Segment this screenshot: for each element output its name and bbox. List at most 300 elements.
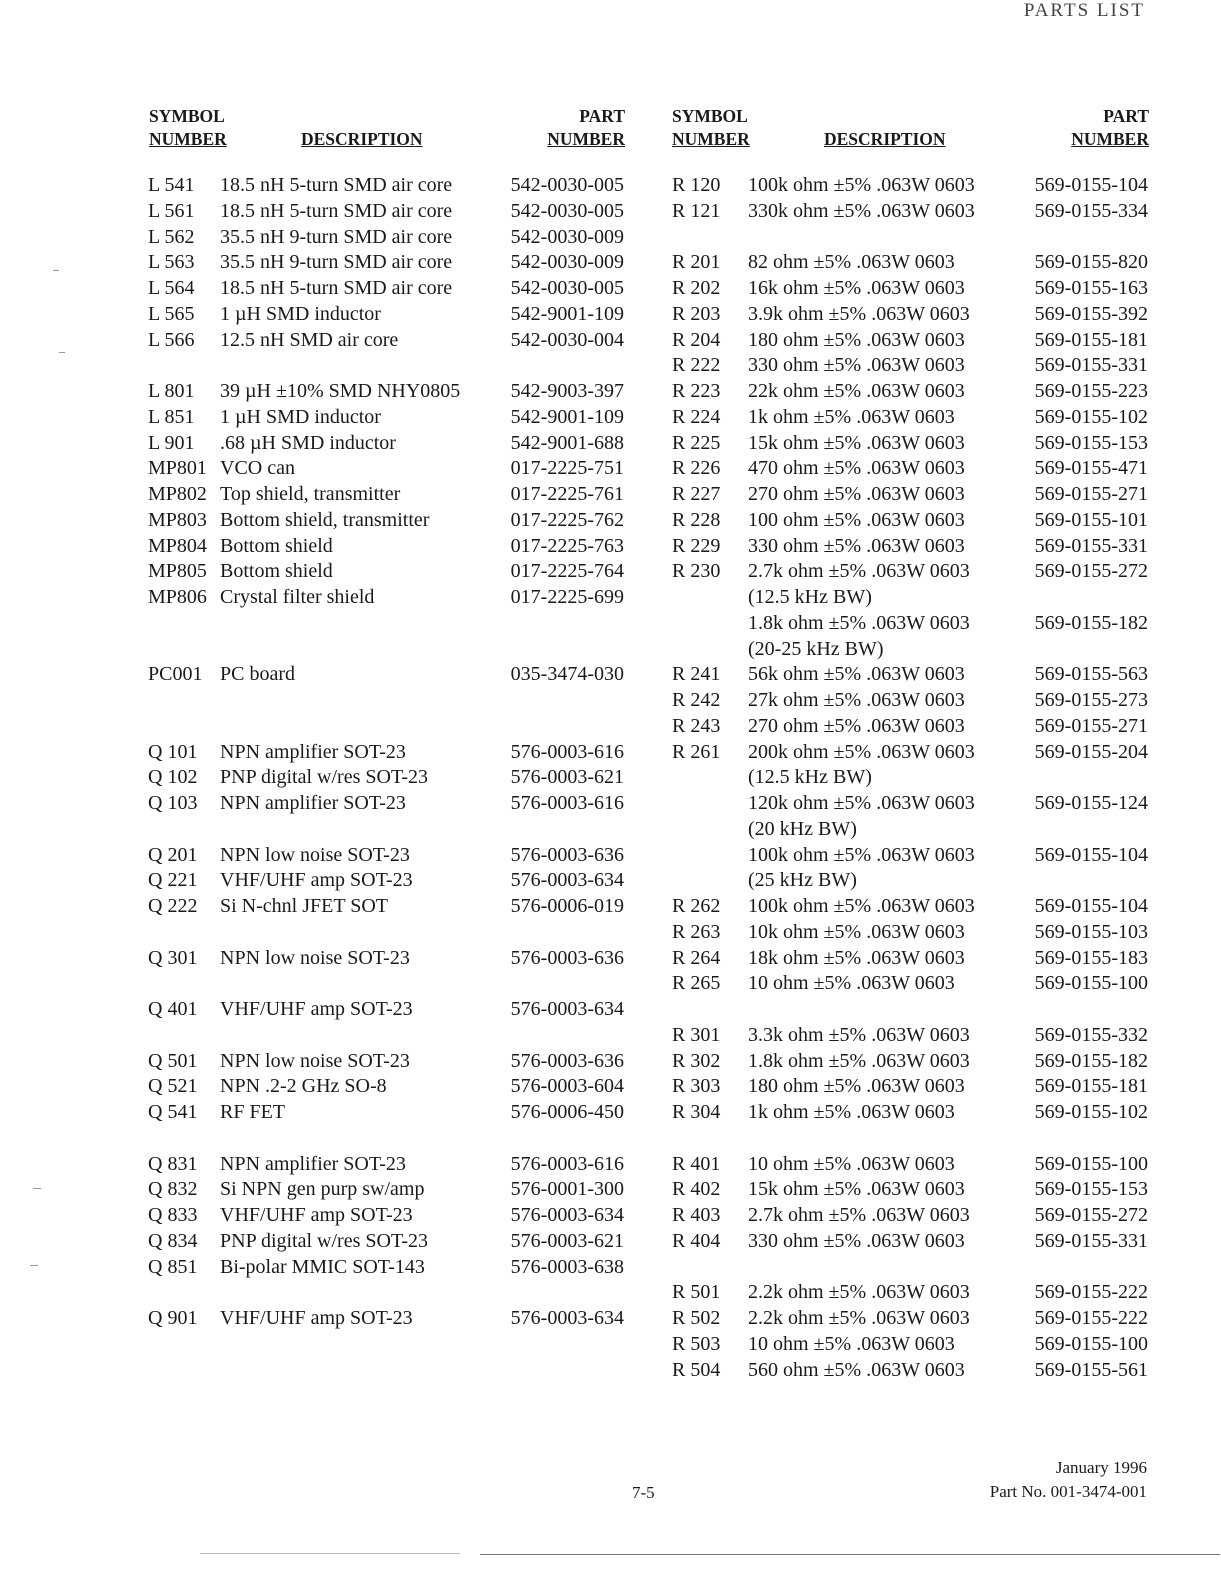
right-parts-column [672,173,1152,1383]
symbol-number: R 265 [672,972,721,995]
part-number: 576-0003-634 [510,1307,624,1329]
part-description: 100k ohm ±5% .063W 0603 [748,895,975,917]
part-number: 569-0155-101 [1034,508,1148,531]
symbol-number: R 222 [672,354,721,377]
part-description: PC board [220,663,295,686]
part-number: 576-0003-616 [510,1152,624,1175]
part-row [148,534,648,560]
symbol-number: Q 833 [148,1204,198,1226]
part-description: 100k ohm ±5% .063W 0603 [748,843,975,866]
part-row [672,508,1152,534]
part-description: Bottom shield [220,560,333,583]
symbol-number: R 121 [672,199,721,222]
part-number: 569-0155-204 [1034,740,1148,763]
part-number: 569-0155-331 [1034,1229,1148,1252]
symbol-number: PC001 [148,663,203,686]
part-description: (20 kHz BW) [748,817,857,840]
part-number: 569-0155-102 [1034,405,1148,428]
part-row [672,637,1152,663]
part-number: 569-0155-153 [1034,431,1148,454]
part-description: NPN low noise SOT-23 [220,946,410,969]
part-row [148,868,648,894]
symbol-number: Q 221 [148,869,198,892]
symbol-number: Q 101 [148,740,198,763]
part-description: 1k ohm ±5% .063W 0603 [748,405,955,428]
running-head: PARTS LIST [1023,0,1145,21]
part-description: 2.7k ohm ±5% .063W 0603 [748,1204,970,1226]
symbol-number: Q 222 [148,895,198,917]
symbol-number: Q 832 [148,1178,198,1201]
part-row [672,585,1152,611]
symbol-number: L 561 [148,199,195,222]
part-row [672,817,1152,843]
part-number: 576-0003-636 [510,946,624,969]
symbol-number: L 851 [148,405,195,428]
part-row [148,431,648,457]
part-number: 569-0155-223 [1034,380,1148,402]
part-description: 2.7k ohm ±5% .063W 0603 [748,560,970,583]
part-row [148,637,648,663]
part-description: 1 µH SMD inductor [220,302,381,325]
symbol-number: R 243 [672,714,721,737]
symbol-number: MP806 [148,586,207,608]
symbol-number: MP802 [148,483,207,505]
part-description: Si N-chnl JFET SOT [220,895,388,917]
part-row [672,920,1152,946]
part-number: 569-0155-273 [1034,689,1148,711]
part-row [148,920,648,946]
part-row [148,508,648,534]
part-description: NPN amplifier SOT-23 [220,740,406,763]
part-description: 100k ohm ±5% .063W 0603 [748,174,975,196]
part-description: 2.2k ohm ±5% .063W 0603 [748,1281,970,1304]
part-row [148,173,648,199]
part-number: 017-2225-763 [510,534,624,557]
part-description: 39 µH ±10% SMD NHY0805 [220,380,461,402]
part-row [672,276,1152,302]
part-number: 542-0030-005 [510,277,624,299]
scan-mark-left-1 [53,270,59,271]
part-row [148,946,648,972]
part-row [672,662,1152,688]
part-number: 576-0003-616 [510,740,624,763]
part-description: (25 kHz BW) [748,869,857,892]
symbol-number: R 203 [672,302,721,325]
part-number: 542-0030-009 [510,225,624,248]
part-row [672,894,1152,920]
part-description: Bottom shield [220,534,333,557]
left-header-part [547,105,625,151]
part-number: 576-0003-621 [510,1229,624,1252]
part-number: 542-9003-397 [510,380,624,402]
symbol-number: L 564 [148,277,195,299]
part-number: 542-9001-688 [510,431,624,454]
part-row [672,971,1152,997]
part-description: 15k ohm ±5% .063W 0603 [748,1178,965,1201]
part-number: 576-0003-634 [510,998,624,1020]
symbol-number: Q 401 [148,998,198,1020]
part-row [672,328,1152,354]
part-row [148,765,648,791]
part-number: 576-0006-019 [510,895,624,917]
part-number: 569-0155-272 [1034,1204,1148,1226]
part-number: 569-0155-820 [1034,251,1148,274]
part-row [672,1074,1152,1100]
part-row [148,817,648,843]
part-description: 330k ohm ±5% .063W 0603 [748,199,975,222]
symbol-number: R 223 [672,380,721,402]
part-description: 330 ohm ±5% .063W 0603 [748,534,965,557]
part-row [672,740,1152,766]
part-description: (12.5 kHz BW) [748,766,872,789]
part-row [672,765,1152,791]
part-number: 017-2225-751 [510,457,624,480]
part-description: NPN low noise SOT-23 [220,843,410,866]
part-description: 35.5 nH 9-turn SMD air core [220,225,453,248]
symbol-number: L 562 [148,225,195,248]
symbol-number: R 224 [672,405,721,428]
part-row [148,199,648,225]
part-number: 569-0155-104 [1034,843,1148,866]
part-row [148,1203,648,1229]
symbol-number: R 501 [672,1281,721,1304]
part-number: 542-0030-004 [510,328,624,351]
part-row [672,431,1152,457]
part-description: 270 ohm ±5% .063W 0603 [748,714,965,737]
part-description: NPN low noise SOT-23 [220,1049,410,1072]
part-description: 1k ohm ±5% .063W 0603 [748,1101,955,1123]
right-header-symbol-line2: NUMBER [672,129,750,149]
symbol-number: Q 521 [148,1075,198,1098]
part-number: 542-9001-109 [510,405,624,428]
left-header-part-line2: NUMBER [547,129,625,149]
part-description: 18.5 nH 5-turn SMD air core [220,277,453,299]
part-row [148,843,648,869]
symbol-number: Q 103 [148,792,198,814]
part-description: 3.9k ohm ±5% .063W 0603 [748,302,970,325]
part-number: 569-0155-271 [1034,714,1148,737]
part-description: 2.2k ohm ±5% .063W 0603 [748,1307,970,1329]
part-description: 330 ohm ±5% .063W 0603 [748,1229,965,1252]
left-header-symbol-line2: NUMBER [149,129,227,149]
part-description: VHF/UHF amp SOT-23 [220,1307,413,1329]
part-description: Top shield, transmitter [220,483,401,505]
part-number: 576-0003-636 [510,1049,624,1072]
left-header-symbol-line1: SYMBOL [149,106,225,126]
part-number: 569-0155-471 [1034,457,1148,480]
symbol-number: R 301 [672,1023,721,1046]
part-row [672,1255,1152,1281]
left-header-description-text: DESCRIPTION [301,129,423,149]
symbol-number: R 228 [672,508,721,531]
part-row [672,1280,1152,1306]
footer-date: January 1996 [1055,1458,1147,1477]
part-description: 1.8k ohm ±5% .063W 0603 [748,1049,970,1072]
part-number: 576-0006-450 [510,1101,624,1123]
part-description: 10 ohm ±5% .063W 0603 [748,972,955,995]
part-row [148,791,648,817]
symbol-number: R 502 [672,1307,721,1329]
part-row [148,688,648,714]
symbol-number: MP803 [148,508,207,531]
part-description: 270 ohm ±5% .063W 0603 [748,483,965,505]
part-description: Crystal filter shield [220,586,375,608]
part-description: 16k ohm ±5% .063W 0603 [748,277,965,299]
symbol-number: Q 541 [148,1101,198,1123]
part-row [672,791,1152,817]
symbol-number: R 261 [672,740,721,763]
scan-mark-bottom-2 [480,1554,1220,1555]
part-row [672,302,1152,328]
symbol-number: R 241 [672,663,721,686]
left-header-description [301,128,423,151]
part-description: 82 ohm ±5% .063W 0603 [748,251,955,274]
part-number: 017-2225-699 [510,586,624,608]
part-description: 180 ohm ±5% .063W 0603 [748,1075,965,1098]
left-header-part-line1: PART [579,106,625,126]
part-description: VHF/UHF amp SOT-23 [220,1204,413,1226]
right-header-description [824,128,946,151]
part-row [148,1126,648,1152]
part-row [148,1152,648,1178]
part-number: 569-0155-271 [1034,483,1148,505]
part-row [148,559,648,585]
part-number: 569-0155-332 [1034,1023,1148,1046]
part-row [148,225,648,251]
part-description: 18k ohm ±5% .063W 0603 [748,946,965,969]
part-row [672,250,1152,276]
symbol-number: R 401 [672,1152,721,1175]
part-row [148,714,648,740]
right-header-part-line2: NUMBER [1071,129,1149,149]
part-number: 542-9001-109 [510,302,624,325]
symbol-number: L 566 [148,328,195,351]
part-number: 569-0155-163 [1034,277,1148,299]
part-row [672,843,1152,869]
part-description: 1.8k ohm ±5% .063W 0603 [748,611,970,634]
part-row [148,585,648,611]
part-number: 576-0003-621 [510,766,624,789]
part-number: 569-0155-561 [1034,1358,1148,1381]
part-description: 10 ohm ±5% .063W 0603 [748,1332,955,1355]
part-description: 3.3k ohm ±5% .063W 0603 [748,1023,970,1046]
symbol-number: L 565 [148,302,195,325]
symbol-number: R 227 [672,483,721,505]
part-row [672,456,1152,482]
right-header-symbol-line1: SYMBOL [672,106,748,126]
part-number: 576-0001-300 [510,1178,624,1201]
part-number: 576-0003-604 [510,1075,624,1098]
part-row [672,1100,1152,1126]
part-row [148,611,648,637]
part-description: 35.5 nH 9-turn SMD air core [220,251,453,274]
part-row [672,1203,1152,1229]
part-description: 12.5 nH SMD air core [220,328,399,351]
part-description: 1 µH SMD inductor [220,405,381,428]
symbol-number: R 403 [672,1204,721,1226]
scan-mark-bottom-1 [200,1553,460,1554]
left-header-symbol [149,105,227,151]
part-number: 569-0155-104 [1034,895,1148,917]
symbol-number: Q 102 [148,766,198,789]
part-description: 100 ohm ±5% .063W 0603 [748,508,965,531]
part-row [672,559,1152,585]
part-number: 017-2225-761 [510,483,624,505]
part-description: RF FET [220,1101,286,1123]
part-number: 569-0155-331 [1034,534,1148,557]
right-header-symbol [672,105,750,151]
part-number: 542-0030-005 [510,199,624,222]
part-number: 569-0155-222 [1034,1281,1148,1304]
part-description: PNP digital w/res SOT-23 [220,1229,428,1252]
part-row [148,1229,648,1255]
part-description: 560 ohm ±5% .063W 0603 [748,1358,965,1381]
part-row [672,1229,1152,1255]
part-description: (20-25 kHz BW) [748,637,884,660]
part-number: 017-2225-762 [510,508,624,531]
symbol-number: R 263 [672,920,721,943]
symbol-number: R 202 [672,277,721,299]
part-row [672,946,1152,972]
part-row [148,662,648,688]
part-row [672,611,1152,637]
part-number: 569-0155-103 [1034,920,1148,943]
symbol-number: MP805 [148,560,207,583]
footer-part-no: Part No. 001-3474-001 [989,1482,1147,1501]
part-number: 569-0155-563 [1034,663,1148,686]
symbol-number: Q 834 [148,1229,198,1252]
symbol-number: Q 201 [148,843,198,866]
symbol-number: R 201 [672,251,721,274]
part-description: NPN amplifier SOT-23 [220,1152,406,1175]
symbol-number: R 120 [672,174,721,196]
part-number: 569-0155-153 [1034,1178,1148,1201]
part-number: 576-0003-636 [510,843,624,866]
symbol-number: R 230 [672,560,721,583]
part-row [672,1126,1152,1152]
symbol-number: R 404 [672,1229,721,1252]
symbol-number: R 304 [672,1101,721,1123]
symbol-number: Q 831 [148,1152,198,1175]
part-description: 10 ohm ±5% .063W 0603 [748,1152,955,1175]
part-row [672,482,1152,508]
part-number: 576-0003-638 [510,1255,624,1278]
part-description: Bi-polar MMIC SOT-143 [220,1255,425,1278]
part-row [148,250,648,276]
part-description: 200k ohm ±5% .063W 0603 [748,740,975,763]
symbol-number: R 204 [672,328,721,351]
part-row [148,1255,648,1281]
part-number: 569-0155-182 [1034,1049,1148,1072]
part-number: 576-0003-634 [510,869,624,892]
part-row [672,1049,1152,1075]
symbol-number: R 225 [672,431,721,454]
symbol-number: Q 501 [148,1049,198,1072]
part-description: 27k ohm ±5% .063W 0603 [748,689,965,711]
scan-mark-left-4 [30,1265,38,1266]
part-description: 18.5 nH 5-turn SMD air core [220,199,453,222]
part-row [148,997,648,1023]
part-row [148,740,648,766]
part-row [672,1332,1152,1358]
part-row [148,405,648,431]
part-row [148,1074,648,1100]
symbol-number: R 264 [672,946,721,969]
part-row [672,688,1152,714]
part-number: 035-3474-030 [510,663,624,686]
part-number: 569-0155-181 [1034,1075,1148,1098]
symbol-number: Q 301 [148,946,198,969]
symbol-number: R 242 [672,689,721,711]
part-description: 10k ohm ±5% .063W 0603 [748,920,965,943]
right-header-description-text: DESCRIPTION [824,129,946,149]
part-description: 470 ohm ±5% .063W 0603 [748,457,965,480]
part-row [672,868,1152,894]
part-description: VHF/UHF amp SOT-23 [220,869,413,892]
part-description: 22k ohm ±5% .063W 0603 [748,380,965,402]
part-number: 569-0155-102 [1034,1101,1148,1123]
part-description: 180 ohm ±5% .063W 0603 [748,328,965,351]
part-row [672,353,1152,379]
symbol-number: R 503 [672,1332,721,1355]
symbol-number: L 541 [148,174,195,196]
scan-mark-left-2 [59,352,65,353]
part-row [148,482,648,508]
symbol-number: Q 901 [148,1307,198,1329]
part-row [148,353,648,379]
symbol-number: R 226 [672,457,721,480]
part-description: PNP digital w/res SOT-23 [220,766,428,789]
part-row [672,1177,1152,1203]
part-description: 120k ohm ±5% .063W 0603 [748,792,975,814]
part-row [148,971,648,997]
part-row [672,405,1152,431]
left-parts-column [148,173,648,1332]
part-description: VCO can [220,457,295,480]
part-number: 542-0030-005 [510,174,624,196]
symbol-number: R 262 [672,895,721,917]
symbol-number: MP804 [148,534,207,557]
scan-mark-left-3 [33,1188,41,1189]
symbol-number: R 402 [672,1178,721,1201]
part-row [672,1358,1152,1384]
part-number: 576-0003-616 [510,792,624,814]
part-row [148,302,648,328]
part-row [148,1023,648,1049]
part-number: 017-2225-764 [510,560,624,583]
part-row [672,173,1152,199]
part-number: 569-0155-100 [1034,972,1148,995]
part-number: 569-0155-331 [1034,354,1148,377]
symbol-number: Q 851 [148,1255,198,1278]
part-number: 569-0155-104 [1034,174,1148,196]
part-row [148,1177,648,1203]
part-description: 330 ohm ±5% .063W 0603 [748,354,965,377]
part-number: 569-0155-222 [1034,1307,1148,1329]
part-number: 569-0155-100 [1034,1152,1148,1175]
part-description: NPN .2-2 GHz SO-8 [220,1075,387,1098]
part-row [148,456,648,482]
part-row [672,997,1152,1023]
part-row [672,1023,1152,1049]
part-number: 569-0155-124 [1034,792,1148,814]
part-row [148,894,648,920]
part-row [672,1306,1152,1332]
footer-page-number: 7-5 [632,1483,655,1502]
part-description: 15k ohm ±5% .063W 0603 [748,431,965,454]
part-number: 569-0155-272 [1034,560,1148,583]
right-header-part-line1: PART [1103,106,1149,126]
